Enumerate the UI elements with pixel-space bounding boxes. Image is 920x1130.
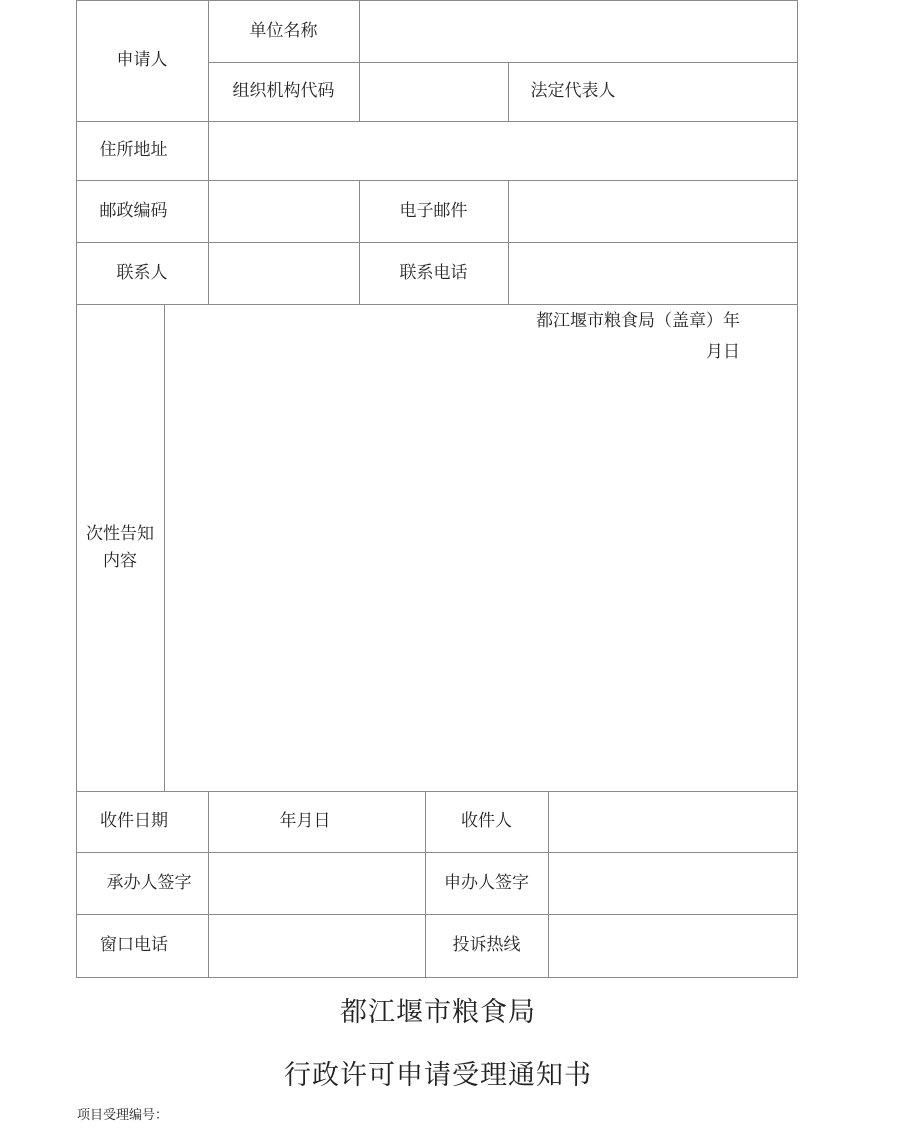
handler-sign-label: 承办人签字 [106,872,192,893]
contact-phone-value[interactable] [508,242,797,304]
table-line [797,0,798,978]
legal-rep-label: 法定代表人 [530,81,616,101]
notice-label-line2: 内容 [103,550,137,571]
org-code-label: 组织机构代码 [232,81,335,101]
org-code-value[interactable] [359,62,508,121]
unit-name-value[interactable] [359,0,797,62]
unit-name-label: 单位名称 [249,20,318,41]
applicant-label: 申请人 [116,50,168,70]
address-value[interactable] [208,121,797,180]
email-value[interactable] [508,180,797,242]
stamp-signature [536,306,740,368]
project-number-label: 项目受理编号： [77,1108,169,1123]
address-label: 住所地址 [99,140,168,160]
applicant-sign-value[interactable] [548,852,797,914]
contact-label: 联系人 [116,262,168,283]
handler-sign-value[interactable] [208,852,425,914]
document-title: 行政许可申请受理通知书 [284,1060,592,1091]
email-label: 电子邮件 [399,200,468,221]
complaint-hotline-label: 投诉热线 [452,935,521,955]
window-phone-label: 窗口电话 [100,935,168,955]
receive-date-value[interactable]: 年月日 [279,811,331,831]
notice-label-line1: 次性告知 [86,523,154,544]
stamp-line1: 都江堰市粮食局（盖章）年 [536,311,740,331]
org-heading: 都江堰市粮食局 [340,997,536,1028]
complaint-hotline-value[interactable] [548,914,797,977]
table-line [76,304,798,305]
contact-phone-label: 联系电话 [399,262,468,283]
contact-value[interactable] [208,242,359,304]
table-line [76,977,798,978]
applicant-sign-label: 申办人签字 [444,872,529,893]
window-phone-value[interactable] [208,914,425,977]
stamp-line2: 月日 [706,342,740,362]
receive-date-label: 收件日期 [100,811,168,831]
application-form-table [76,0,798,978]
receiver-label: 收件人 [461,811,512,831]
notice-label [76,304,164,791]
receiver-value[interactable] [548,791,797,852]
postcode-value[interactable] [208,180,359,242]
table-line [164,304,165,791]
postcode-label: 邮政编码 [99,200,168,221]
